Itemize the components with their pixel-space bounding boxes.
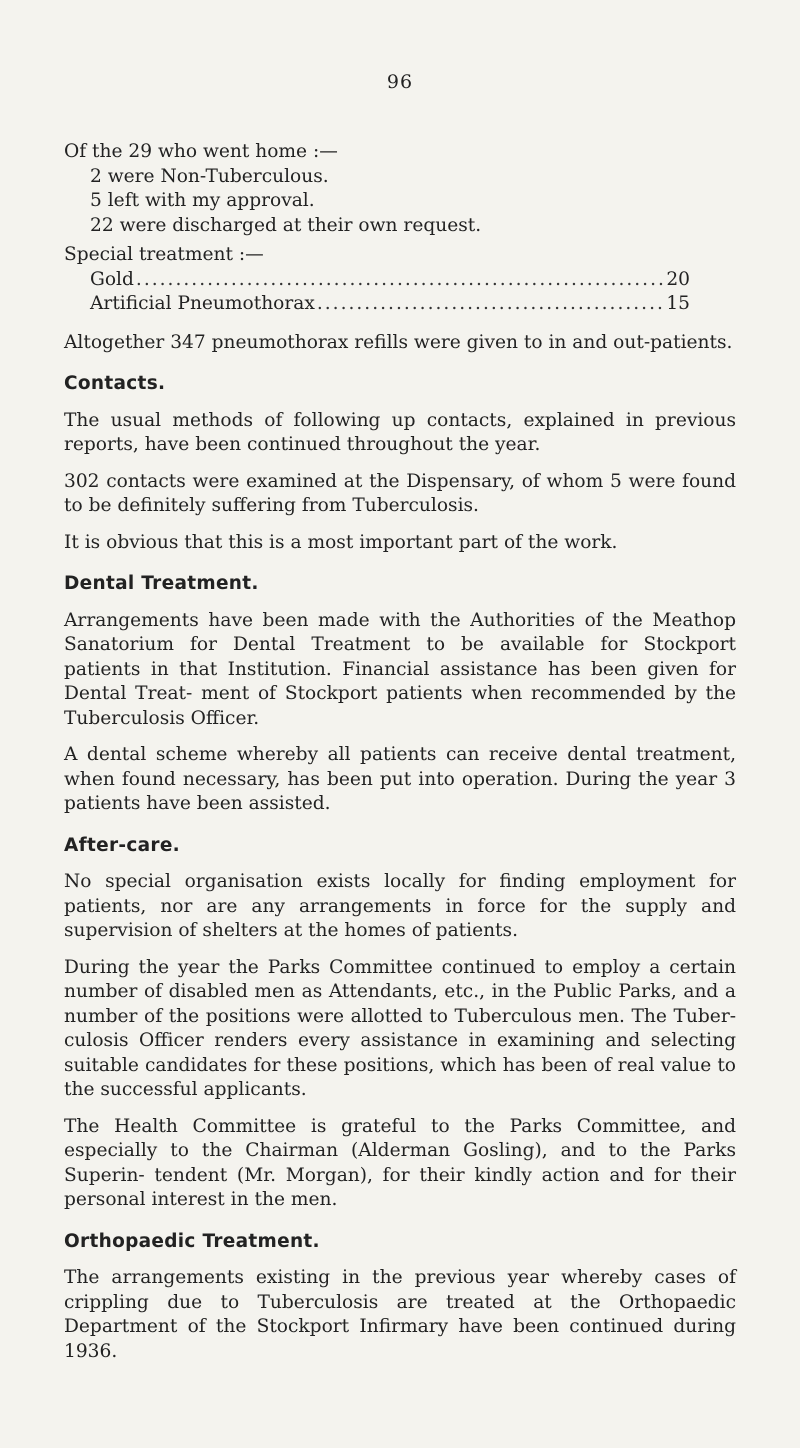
section-heading-orthopaedic: Orthopaedic Treatment. bbox=[64, 1230, 320, 1252]
intro-item: 5 left with my approval. bbox=[90, 190, 315, 211]
aftercare-paragraph: No special organisation exists locally for finding employment for patients, nor are any arrangements in force for the supply and supervision of shelters at the homes of patients. bbox=[64, 871, 736, 941]
page-number: 96 bbox=[386, 71, 414, 93]
special-item-gold bbox=[64, 268, 690, 293]
section-heading-dental: Dental Treatment. bbox=[64, 573, 259, 594]
intro-item: 22 were discharged at their own request. bbox=[90, 214, 482, 236]
altogether-line: Altogether 347 pneumothorax refills were given to in and out-patients. bbox=[64, 331, 733, 353]
contacts-paragraph: It is obvious that this is a most important part of the work. bbox=[64, 531, 618, 553]
page-content bbox=[64, 140, 736, 1364]
dot-leader bbox=[315, 292, 666, 317]
intro-section bbox=[64, 140, 736, 355]
contacts-paragraph: The usual methods of following up contacts, explained in previous reports, have been continued throughout the year. bbox=[64, 409, 736, 455]
intro-item: 2 were Non-Tuberculous. bbox=[90, 165, 329, 187]
special-item-label: Gold bbox=[90, 268, 134, 290]
aftercare-paragraph: The Health Committee is grateful to the Parks Committee, and especially to the Chairman (Alderman Gosling), and to the Parks Superin- tendent (Mr. Morgan), for their kindly action and for their personal interest in the men. bbox=[64, 1115, 736, 1210]
aftercare-paragraph: During the year the Parks Committee continued to employ a certain number of disabled men as Attendants, etc., in the Public Parks, and a number of the positions were allotted to Tuberculous men. The Tuber- culosis Officer renders every assistance in examining and selecting suitable candidates for these positions, which has been of real value to the successful applicants. bbox=[64, 956, 736, 1100]
aftercare-section bbox=[64, 834, 736, 1213]
special-item-value: 20 bbox=[666, 268, 690, 290]
special-item-pneumothorax bbox=[64, 292, 690, 317]
dental-paragraph: A dental scheme whereby all patients can receive dental treatment, when found necessary, has been put into operation. During the year 3 patients have been assisted. bbox=[64, 744, 736, 814]
contacts-section bbox=[64, 372, 736, 555]
dental-section bbox=[64, 572, 736, 817]
orthopaedic-section bbox=[64, 1230, 736, 1365]
contacts-paragraph: 302 contacts were examined at the Dispensary, of whom 5 were found to be definitely suffering from Tuberculosis. bbox=[64, 470, 736, 516]
special-item-label: Artificial Pneumothorax bbox=[90, 293, 315, 314]
special-treatment-heading: Special treatment :— bbox=[64, 244, 264, 265]
dot-leader bbox=[134, 268, 666, 293]
section-heading-aftercare: After-care. bbox=[64, 834, 181, 856]
intro-heading-line: Of the 29 who went home :— bbox=[64, 141, 338, 162]
special-item-value: 15 bbox=[666, 293, 690, 314]
dental-paragraph: Arrangements have been made with the Authorities of the Meathop Sanatorium for Dental Treatment to be available for Stockport patients in that Institution. Financial assistance has been given for Dental Treat- ment of Stockport patients when recommended by the Tuberculosis Officer. bbox=[64, 609, 736, 729]
section-heading-contacts: Contacts. bbox=[64, 373, 166, 394]
orthopaedic-paragraph: The arrangements existing in the previous year whereby cases of crippling due to Tuberculosis are treated at the Orthopaedic Department of the Stockport Infirmary have been continued during 1936. bbox=[64, 1267, 736, 1362]
